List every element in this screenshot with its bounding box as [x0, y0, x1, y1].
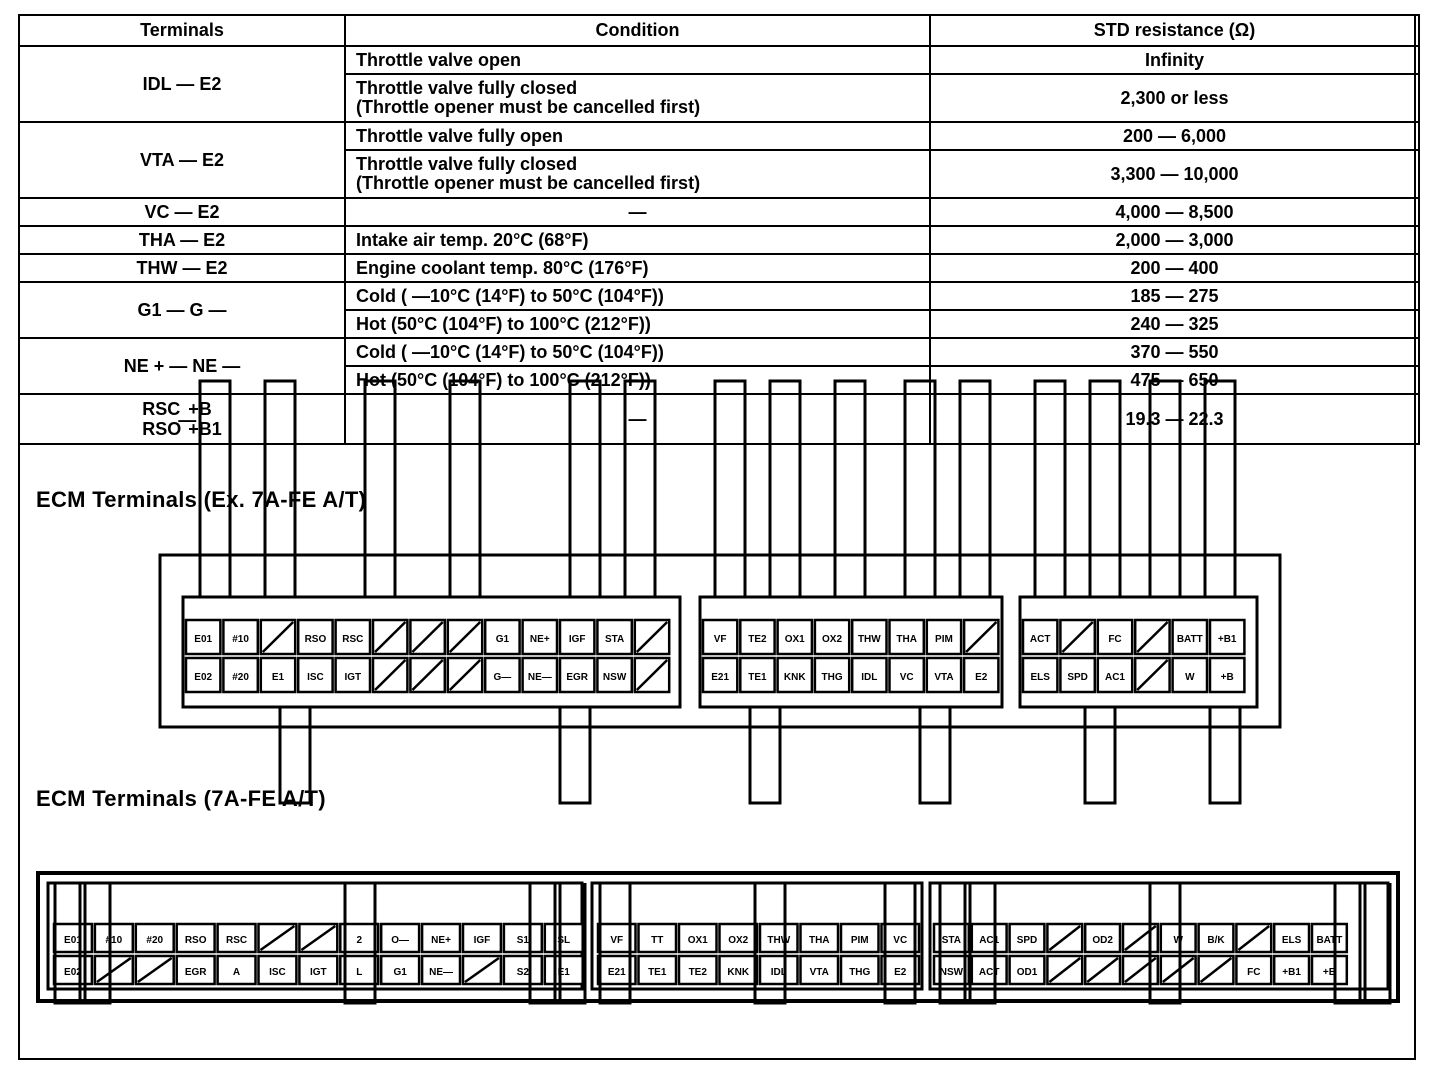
resistance-cell: 19.3 — 22.3 [930, 394, 1419, 444]
pin-label: NE+ [529, 634, 550, 645]
pin-label: TE1 [748, 672, 767, 683]
connector-key [265, 381, 295, 597]
pin-label: ACT [978, 967, 1000, 978]
pin-label: ELS [1030, 672, 1050, 683]
terminal-line-pair: +B [188, 399, 212, 419]
connector-key [450, 381, 480, 597]
pin-label: PIM [935, 634, 953, 645]
connector-key [770, 381, 800, 597]
pin-label: OX1 [784, 634, 805, 645]
pin-label: RSC [342, 634, 364, 645]
pin-label: #10 [105, 935, 123, 946]
pin-label: VF [713, 634, 727, 645]
connector-key [1035, 381, 1065, 597]
terminal-line-pair: +B1 [188, 419, 222, 439]
pin-label: FC [1108, 634, 1122, 645]
pin-label: E01 [64, 935, 82, 946]
pin-label: OD2 [1092, 935, 1113, 946]
condition-cell: Cold ( —10°C (14°F) to 50°C (104°F)) [345, 338, 930, 366]
pin-label: ISC [269, 967, 286, 978]
header-condition: Condition [345, 15, 930, 46]
resistance-cell: 4,000 — 8,500 [930, 198, 1419, 226]
connector-key [625, 381, 655, 597]
pin-label: KNK [783, 672, 806, 683]
pin-label: OD1 [1016, 967, 1038, 978]
condition-cell: Hot (50°C (104°F) to 100°C (212°F)) [345, 366, 930, 394]
terminal-cell: VTA — E2 [19, 122, 345, 198]
pin-label: IGT [344, 672, 362, 683]
condition-cell: Intake air temp. 20°C (68°F) [345, 226, 930, 254]
pin-label: G1 [393, 967, 407, 978]
resistance-cell: 240 — 325 [930, 310, 1419, 338]
pin-label: E02 [64, 967, 82, 978]
diagram1-title: ECM Terminals (Ex. 7A-FE A/T) [36, 487, 367, 512]
condition-cell: Throttle valve fully closed (Throttle opener must be cancelled first) [345, 74, 930, 122]
connector-key [1210, 707, 1240, 803]
pin-label: IGT [310, 967, 327, 978]
pin-label: E1 [271, 672, 285, 683]
pin-label: SPD [1016, 935, 1038, 946]
connector-key [920, 707, 950, 803]
connector-key [715, 381, 745, 597]
pin-label: W [1173, 935, 1183, 946]
pin-label: #20 [146, 935, 164, 946]
pin-label: OX1 [687, 935, 708, 946]
pin-label: E02 [194, 672, 213, 683]
pin-label: EGR [184, 967, 207, 978]
header-std-resistance: STD resistance (Ω) [930, 15, 1419, 46]
pin-label: B/K [1207, 935, 1225, 946]
pin-label: THW [767, 935, 791, 946]
pin-label: BATT [1316, 935, 1343, 946]
connector-key [835, 381, 865, 597]
pin-label: E21 [711, 672, 730, 683]
resistance-cell: Infinity [930, 46, 1419, 74]
connector-key [280, 707, 310, 803]
pin-label: NSW [602, 672, 627, 683]
pin-label: FC [1247, 967, 1261, 978]
resistance-cell: 2,000 — 3,000 [930, 226, 1419, 254]
pin-label: ELS [1281, 935, 1302, 946]
pin-label: KNK [727, 967, 750, 978]
pin-label: NE— [429, 967, 454, 978]
pin-label: 2 [356, 935, 363, 946]
pin-label: ISC [307, 672, 324, 683]
pin-label: E2 [894, 967, 907, 978]
condition-cell: Throttle valve fully closed (Throttle opener must be cancelled first) [345, 150, 930, 198]
connector-key [1205, 381, 1235, 597]
pin-label: E21 [607, 967, 626, 978]
pin-label: RSO [304, 634, 327, 645]
pin-label: NE+ [431, 935, 451, 946]
pin-label: VTA [809, 967, 829, 978]
pin-label: TT [651, 935, 664, 946]
terminal-cell: THA — E2 [19, 226, 345, 254]
pin-label: OX2 [822, 634, 843, 645]
connector-key [560, 707, 590, 803]
pin-label: #20 [232, 672, 249, 683]
pin-label: TE1 [648, 967, 667, 978]
terminal-cell: IDL — E2 [19, 46, 345, 122]
pin-label: NE— [527, 672, 552, 683]
pin-label: +B1 [1282, 967, 1301, 978]
pin-label: TE2 [748, 634, 767, 645]
terminal-separator: — [178, 410, 197, 430]
pin-label: BATT [1176, 634, 1203, 645]
terminal-cell: NE + — NE — [19, 338, 345, 394]
header-terminals: Terminals [19, 15, 345, 46]
pin-label: E1 [557, 967, 570, 978]
condition-cell: — [345, 198, 930, 226]
pin-label: RSO [184, 935, 207, 946]
pin-label: PIM [850, 935, 869, 946]
diagram2-title: ECM Terminals (7A-FE A/T) [36, 786, 326, 811]
condition-cell: Cold ( —10°C (14°F) to 50°C (104°F)) [345, 282, 930, 310]
connector-key [1090, 381, 1120, 597]
pin-label: AC1 [979, 935, 1000, 946]
pin-label: IDL [861, 672, 878, 683]
pin-label: #10 [232, 634, 249, 645]
pin-label: +B [1322, 967, 1336, 978]
resistance-cell: 370 — 550 [930, 338, 1419, 366]
pin-label: VC [893, 935, 908, 946]
pin-label: OX2 [728, 935, 749, 946]
pin-label: EGR [566, 672, 589, 683]
pin-label: W [1185, 672, 1195, 683]
pin-label: IGF [473, 935, 491, 946]
pin-label: STA [604, 634, 625, 645]
pin-label: E2 [975, 672, 988, 683]
pin-label: THG [821, 672, 843, 683]
connector-key [570, 381, 600, 597]
pin-label: G— [493, 672, 512, 683]
pin-label: SPD [1067, 672, 1088, 683]
pin-label: +B [1220, 672, 1234, 683]
terminal-line-name: RSO [142, 419, 182, 439]
pin-label: RSC [225, 935, 248, 946]
pin-label: IGF [568, 634, 586, 645]
condition-cell: Hot (50°C (104°F) to 100°C (212°F)) [345, 310, 930, 338]
connector-key [1150, 381, 1180, 597]
connector-key [365, 381, 395, 597]
connector-key [1085, 707, 1115, 803]
resistance-cell: 3,300 — 10,000 [930, 150, 1419, 198]
terminal-cell: VC — E2 [19, 198, 345, 226]
pin-label: ACT [1029, 634, 1051, 645]
pin-label: VC [899, 672, 914, 683]
condition-cell: Throttle valve open [345, 46, 930, 74]
connector-key [200, 381, 230, 597]
condition-cell: Throttle valve fully open [345, 122, 930, 150]
pin-label: VF [610, 935, 624, 946]
pin-label: NSW [939, 967, 964, 978]
pin-label: THW [857, 634, 881, 645]
pin-label: O— [391, 935, 410, 946]
pin-label: THG [849, 967, 871, 978]
resistance-cell: 200 — 400 [930, 254, 1419, 282]
terminal-line-name: RSC [142, 399, 181, 419]
connector-key [750, 707, 780, 803]
pin-label: E01 [194, 634, 213, 645]
pin-label: L [356, 967, 363, 978]
pin-label: THA [808, 935, 830, 946]
pin-label: AC1 [1104, 672, 1126, 683]
pin-label: SL [557, 935, 571, 946]
connector-key [960, 381, 990, 597]
pin-label: S2 [516, 967, 529, 978]
resistance-cell: 200 — 6,000 [930, 122, 1419, 150]
pin-label: VTA [934, 672, 954, 683]
resistance-cell: 185 — 275 [930, 282, 1419, 310]
terminal-cell: THW — E2 [19, 254, 345, 282]
connector-key [905, 381, 935, 597]
pin-label: +B1 [1217, 634, 1237, 645]
pin-label: S1 [516, 935, 529, 946]
condition-cell: — [345, 394, 930, 444]
pin-label: STA [941, 935, 962, 946]
condition-cell: Engine coolant temp. 80°C (176°F) [345, 254, 930, 282]
pin-label: A [232, 967, 241, 978]
terminal-cell: G1 — G — [19, 282, 345, 338]
resistance-cell: 2,300 or less [930, 74, 1419, 122]
pin-label: TE2 [688, 967, 707, 978]
pin-label: THA [896, 634, 917, 645]
pin-label: G1 [495, 634, 510, 645]
resistance-cell: 475 — 650 [930, 366, 1419, 394]
pin-label: IDL [770, 967, 787, 978]
